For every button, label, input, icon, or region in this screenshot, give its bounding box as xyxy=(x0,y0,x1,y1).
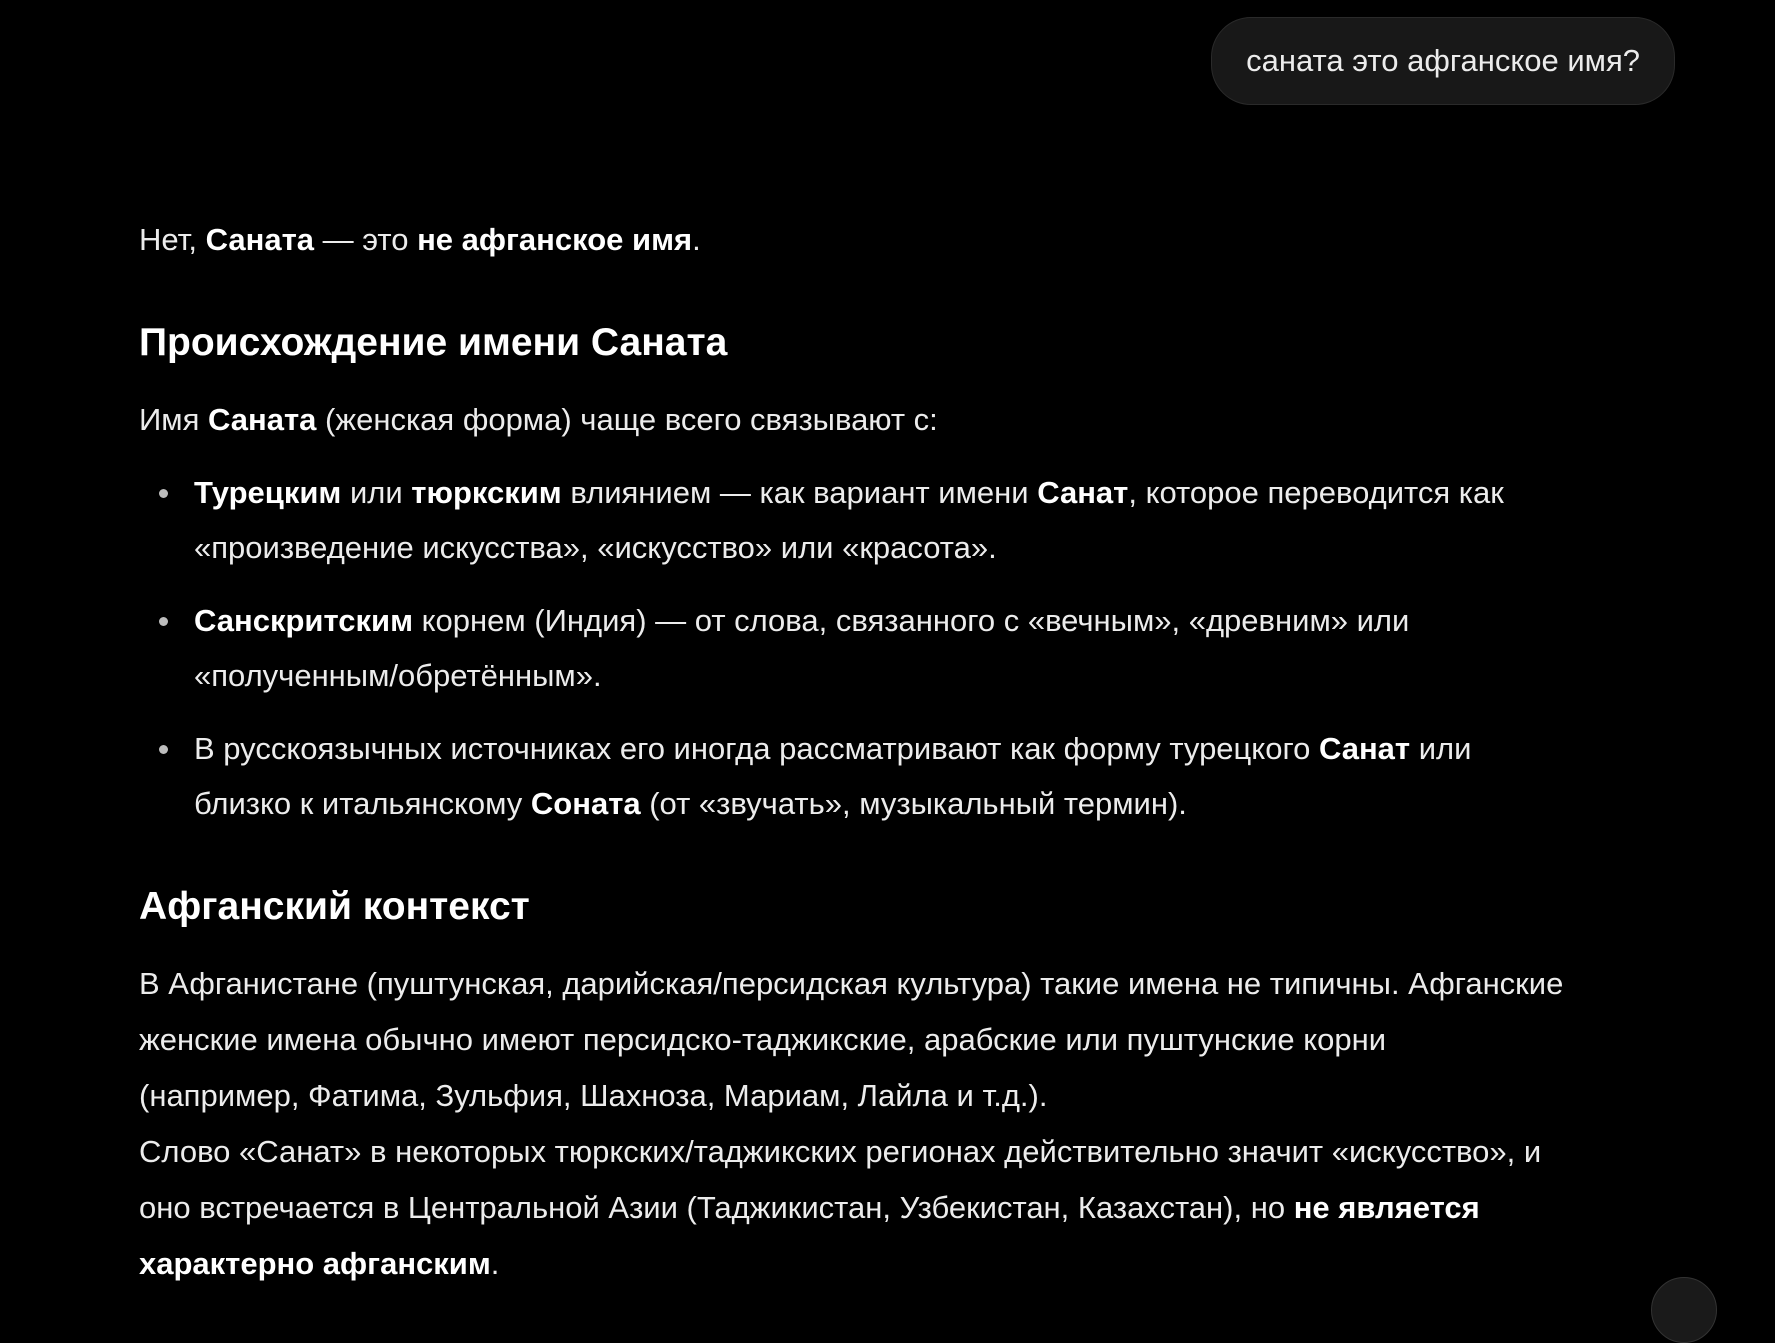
bold-run: характерно афганским xyxy=(139,1246,491,1281)
afghan-line xyxy=(139,1180,1480,1236)
text-run: влиянием — как вариант имени xyxy=(561,475,1038,510)
list-item-line: «произведение искусства», «искусство» или «красота». xyxy=(194,530,997,565)
list-item-line xyxy=(194,776,1187,832)
bullet-icon xyxy=(159,617,168,626)
text-run: близко к итальянскому xyxy=(194,786,531,821)
bold-run: не афганское имя xyxy=(417,222,693,257)
bullet-icon xyxy=(159,745,168,754)
user-message-bubble xyxy=(1211,17,1675,105)
list-item-line xyxy=(194,593,1409,649)
bold-run: Саната xyxy=(208,402,317,437)
bold-run: Соната xyxy=(530,786,641,821)
origin-intro xyxy=(139,392,938,448)
text-run: (от «звучать», музыкальный термин). xyxy=(640,786,1187,821)
text-run: . xyxy=(692,222,701,257)
bold-run: Турецким xyxy=(194,475,342,510)
text-run: или xyxy=(1410,731,1472,766)
text-run: Нет, xyxy=(139,222,206,257)
afghan-line xyxy=(139,1236,499,1292)
afghan-line: (например, Фатима, Зульфия, Шахноза, Мариам, Лайла и т.д.). xyxy=(139,1078,1048,1113)
list-item-line xyxy=(194,721,1471,777)
bold-run: Санат xyxy=(1037,475,1129,510)
text-run: . xyxy=(490,1246,500,1281)
answer-intro xyxy=(139,212,701,268)
text-run: , которое переводится как xyxy=(1128,475,1504,510)
user-message-text: саната это афганское имя? xyxy=(1246,43,1640,78)
bold-run: Санат xyxy=(1318,731,1411,766)
text-run: (женская форма) чаще всего связывают с: xyxy=(316,402,938,437)
scroll-down-button[interactable] xyxy=(1651,1277,1717,1343)
heading-afghan: Афганский контекст xyxy=(139,885,530,928)
list-item-line: «полученным/обретённым». xyxy=(194,658,602,693)
bold-run: Саната xyxy=(205,222,314,257)
heading-origin: Происхождение имени Саната xyxy=(139,321,728,364)
afghan-line: В Афганистане (пуштунская, дарийская/персидская культура) такие имена не типичны. Афганские xyxy=(139,966,1564,1001)
bold-run: тюркским xyxy=(411,475,562,510)
bold-run: не является xyxy=(1293,1190,1480,1225)
text-run: корнем (Индия) — от слова, связанного с «вечным», «древним» или xyxy=(413,603,1410,638)
text-run: — это xyxy=(314,222,418,257)
text-run: В русскоязычных источниках его иногда рассматривают как форму турецкого xyxy=(194,731,1319,766)
afghan-line: Слово «Санат» в некоторых тюркских/таджикских регионах действительно значит «искусство», и xyxy=(139,1134,1542,1169)
text-run: оно встречается в Центральной Азии (Таджикистан, Узбекистан, Казахстан), но xyxy=(139,1190,1294,1225)
afghan-line: женские имена обычно имеют персидско-таджикские, арабские или пуштунские корни xyxy=(139,1022,1387,1057)
text-run: Имя xyxy=(139,402,208,437)
list-item-line xyxy=(194,465,1504,521)
text-run: или xyxy=(341,475,412,510)
bullet-icon xyxy=(159,489,168,498)
bold-run: Санскритским xyxy=(194,603,413,638)
